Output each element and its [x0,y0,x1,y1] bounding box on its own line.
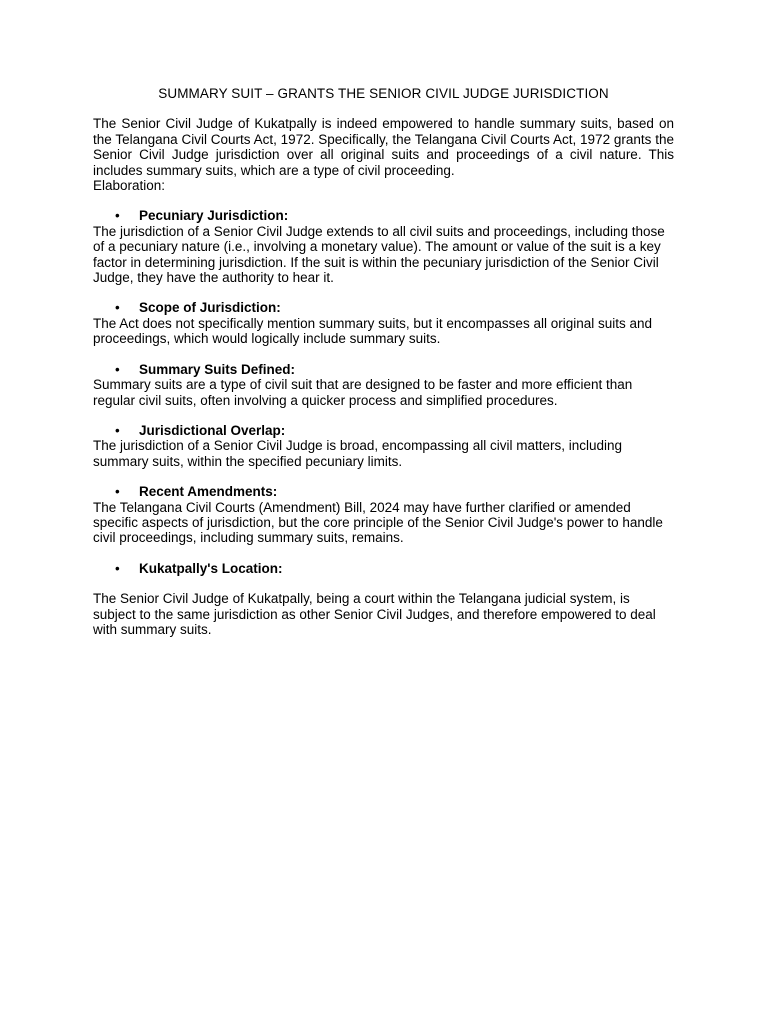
elaboration-label: Elaboration: [93,178,166,194]
section-text: The Telangana Civil Courts (Amendment) Bill, 2024 may have further clarified or amended specific aspects of jurisdiction, but the core principle of the Senior Civil Judge's power to handle civil proceedings, including summary suits, remains. [93,499,663,546]
bullet-icon: • [115,300,120,316]
section-heading [93,423,674,438]
section-heading-text: Jurisdictional Overlap: [139,422,286,438]
section-text: The jurisdiction of a Senior Civil Judge extends to all civil suits and proceedings, including those of a pecuniary nature (i.e., involving a monetary value). The amount or value of the suit is a key factor in determining jurisdiction. If the suit is within the pecuniary jurisdiction of the Senior Civil Judge, they have the authority to hear it. [93,223,665,286]
section-kukatpally-location [93,561,674,638]
section-scope-of-jurisdiction [93,300,674,346]
section-summary-suits-defined [93,362,674,408]
bullet-icon: • [115,422,120,438]
document-title: SUMMARY SUIT – GRANTS THE SENIOR CIVIL JUDGE JURISDICTION [158,86,609,101]
section-heading-text: Summary Suits Defined: [139,361,296,377]
section-text: The Act does not specifically mention summary suits, but it encompasses all original suits and proceedings, which would logically include summary suits. [93,315,653,347]
spacer [93,576,674,591]
section-heading-text: Pecuniary Jurisdiction: [139,208,289,224]
section-text: Summary suits are a type of civil suit that are designed to be faster and more efficient than regular civil suits, often involving a quicker process and simplified procedures. [93,377,633,408]
section-heading [93,362,674,377]
section-heading-text: Scope of Jurisdiction: [139,300,281,316]
bullet-icon: • [115,208,120,224]
bullet-icon: • [115,560,120,576]
section-recent-amendments [93,484,674,546]
section-text: The Senior Civil Judge of Kukatpally, being a court within the Telangana judicial system, is subject to the same jurisdiction as other Senior Civil Judges, and therefore empowered to deal with summary suits. [93,591,656,637]
section-heading-text: Kukatpally's Location: [139,560,283,576]
bullet-icon: • [115,361,120,377]
intro-paragraph: The Senior Civil Judge of Kukatpally is indeed empowered to handle summary suits, based on the Telangana Civil Courts Act, 1972. Specifically, the Telangana Civil Courts Act, 1972 grants the Senior Civil Judge jurisdiction over all original suits and proceedings of a civil nature. This includes summary suits, which are a type of civil proceeding. [93,116,674,178]
document-page [93,86,674,652]
section-pecuniary-jurisdiction [93,208,674,285]
section-jurisdictional-overlap [93,423,674,469]
bullet-icon: • [115,484,120,500]
section-heading [93,561,674,576]
section-text: The jurisdiction of a Senior Civil Judge is broad, encompassing all civil matters, including summary suits, within the specified pecuniary limits. [93,438,622,469]
section-heading [93,300,674,315]
section-heading-text: Recent Amendments: [139,484,278,500]
section-heading [93,484,674,499]
section-heading [93,208,674,223]
